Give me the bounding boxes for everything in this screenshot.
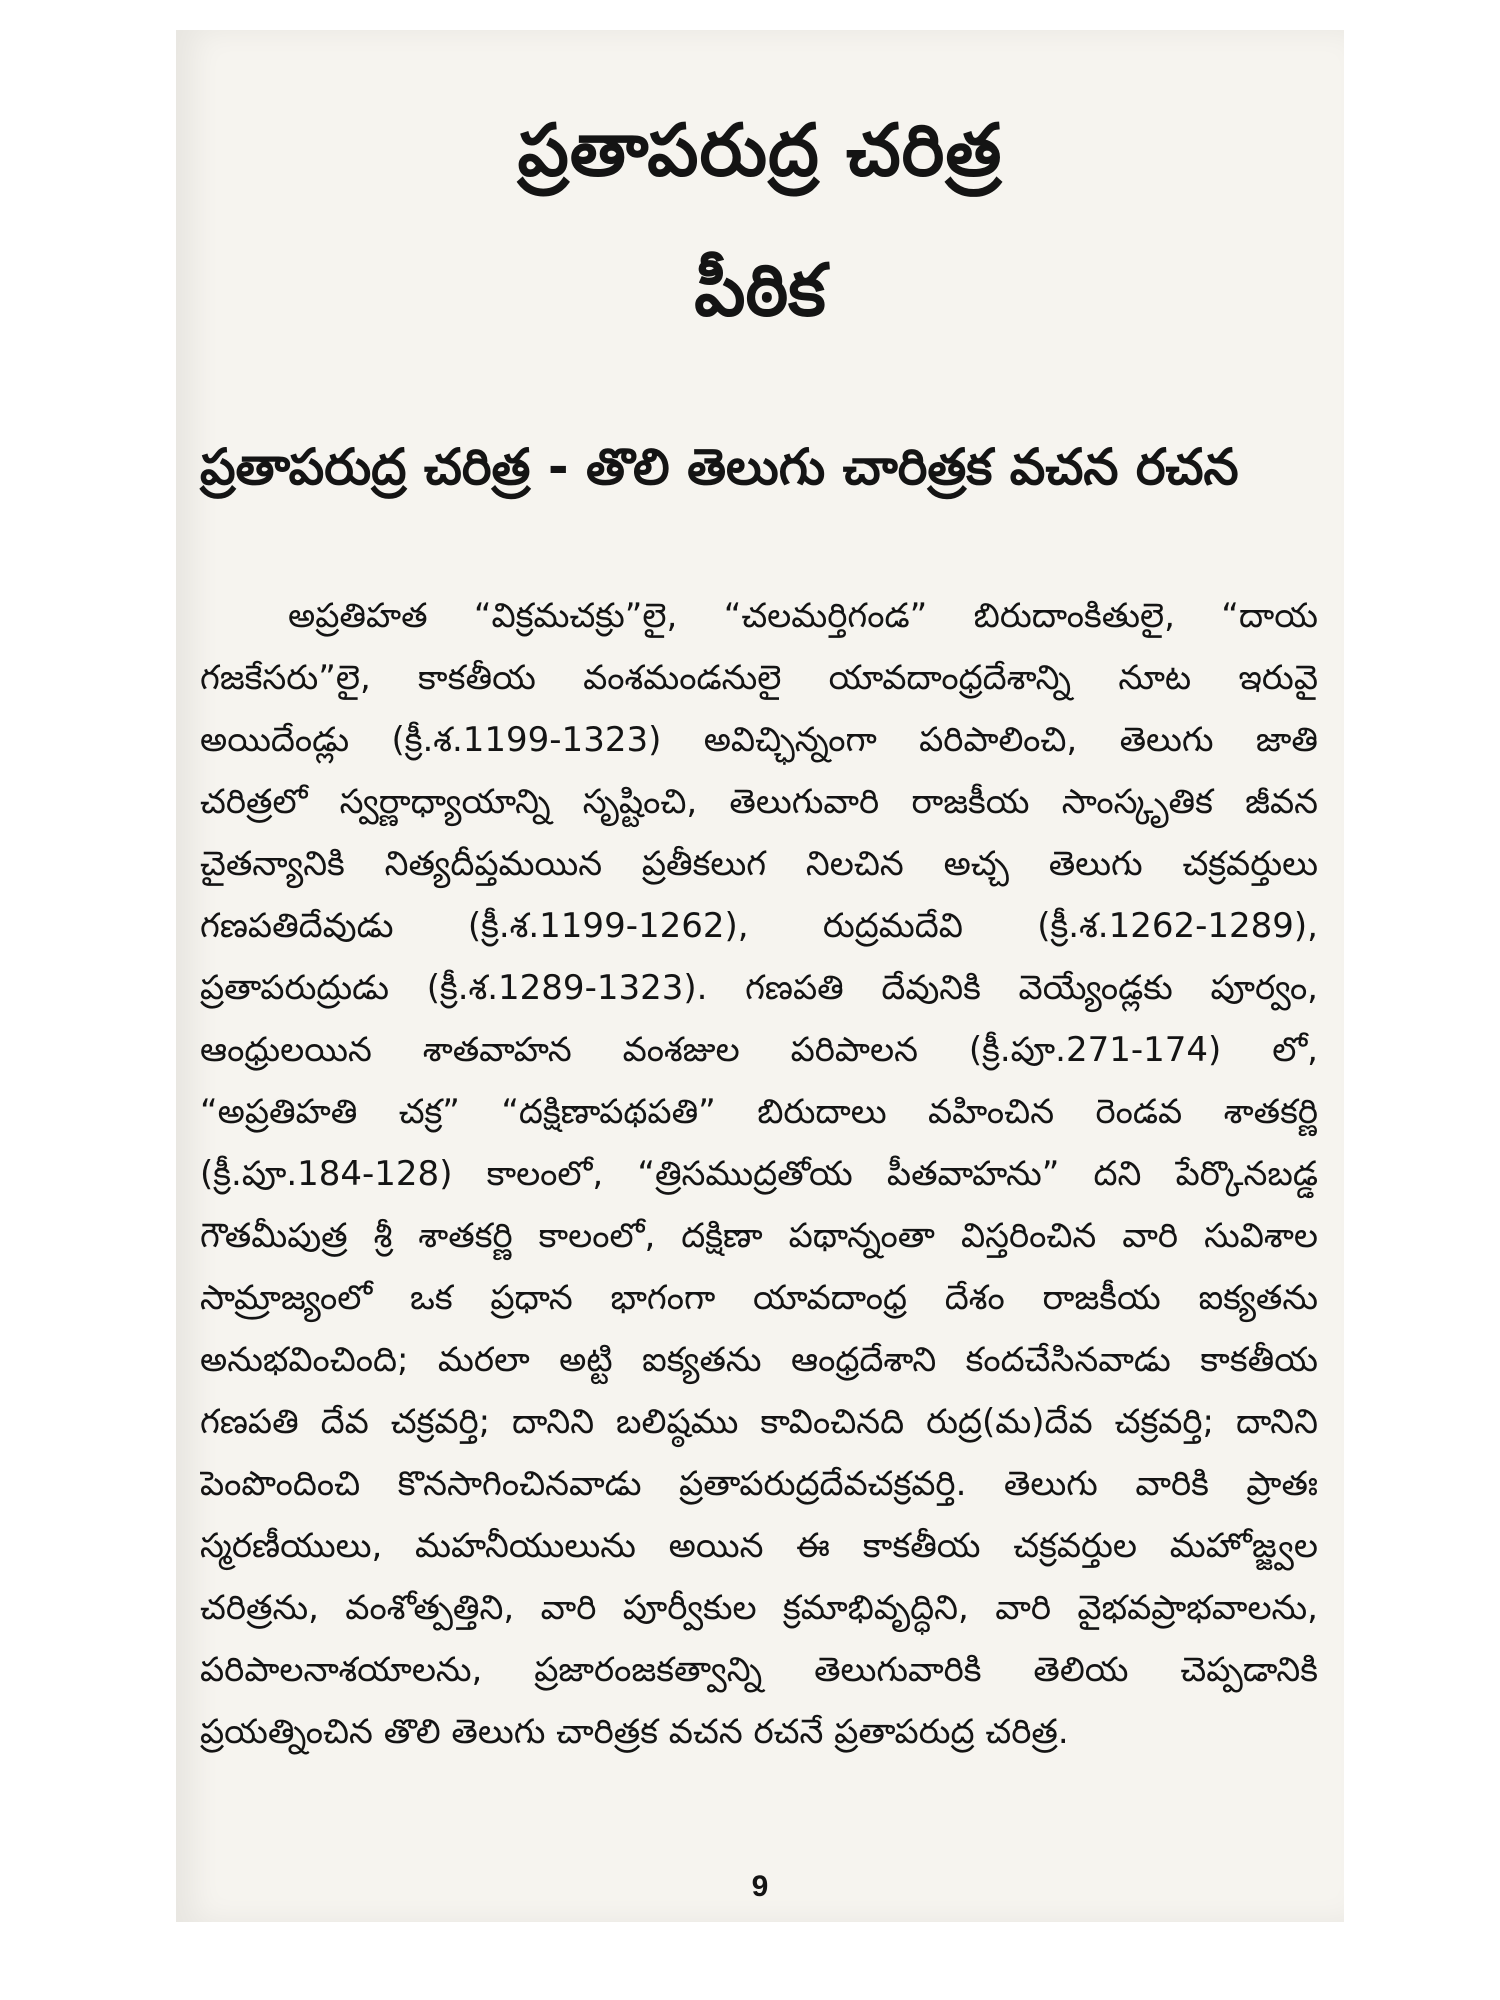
chapter-title: ప్రతాపరుద్ర చరిత్ర - తొలి తెలుగు చారిత్రక వచన రచన <box>200 438 1239 496</box>
paragraph-line: ప్రతాపరుద్రుడు (క్రీ.శ.1289-1323). గణపతి దేవునికి వెయ్యేండ్లకు పూర్వం, <box>200 968 1318 1008</box>
paragraph-line: ప్రయత్నించిన తొలి తెలుగు చారిత్రక వచన రచనే ప్రతాపరుద్ర చరిత్ర. <box>200 1712 1069 1752</box>
paragraph-line: సామ్రాజ్యంలో ఒక ప్రధాన భాగంగా యావదాంధ్ర దేశం రాజకీయ ఐక్యతను <box>200 1278 1318 1318</box>
paragraph-line: గణపతిదేవుడు (క్రీ.శ.1199-1262), రుద్రమదేవి (క్రీ.శ.1262-1289), <box>200 906 1318 946</box>
paragraph-line: అనుభవించింది; మరలా అట్టి ఐక్యతను ఆంధ్రదేశాని కందచేసినవాడు కాకతీయ <box>200 1340 1318 1380</box>
paragraph-line: అయిదేండ్లు (క్రీ.శ.1199-1323) అవిచ్ఛిన్నంగా పరిపాలించి, తెలుగు జాతి <box>200 720 1318 760</box>
paragraph-line: పరిపాలనాశయాలను, ప్రజారంజకత్వాన్ని తెలుగువారికి తెలియ చెప్పడానికి <box>200 1650 1318 1690</box>
paragraph-line: పెంపొందించి కొనసాగించినవాడు ప్రతాపరుద్రదేవచక్రవర్తి. తెలుగు వారికి ప్రాతః <box>200 1464 1318 1504</box>
page-number: 9 <box>751 1870 769 1903</box>
paragraph-line: గజకేసరు”లై, కాకతీయ వంశమండనులై యావదాంధ్రదేశాన్ని నూట ఇరువై <box>200 658 1318 698</box>
book-title: ప్రతాపరుద్ర చరిత్ర <box>517 108 1003 192</box>
paragraph-line: స్మరణీయులు, మహనీయులును అయిన ఈ కాకతీయ చక్రవర్తుల మహోజ్జ్వల <box>200 1526 1318 1566</box>
paragraph-line: (క్రీ.పూ.184-128) కాలంలో, “త్రిసముద్రతోయ పీతవాహను” దని పేర్కొనబడ్డ <box>200 1154 1318 1194</box>
paragraph-line: గణపతి దేవ చక్రవర్తి; దానిని బలిష్ఠము కావించినది రుద్ర(మ)దేవ చక్రవర్తి; దానిని <box>200 1402 1318 1442</box>
paragraph-line: గౌతమీపుత్ర శ్రీ శాతకర్ణి కాలంలో, దక్షిణా పథాన్నంతా విస్తరించిన వారి సువిశాల <box>200 1216 1318 1256</box>
body-paragraph <box>200 585 1318 1825</box>
paragraph-line: అప్రతిహత “విక్రమచక్రు”లై, “చలమర్తిగండ” బిరుదాంకితులై, “దాయ <box>288 596 1318 636</box>
section-title: పీఠిక <box>694 248 826 332</box>
paragraph-line: ఆంధ్రులయిన శాతవాహన వంశజుల పరిపాలన (క్రీ.పూ.271-174) లో, <box>200 1030 1318 1070</box>
book-page <box>176 30 1344 1922</box>
paragraph-line: చరిత్రను, వంశోత్పత్తిని, వారి పూర్వీకుల క్రమాభివృద్ధిని, వారి వైభవప్రాభవాలను, <box>200 1588 1318 1628</box>
paragraph-line: చరిత్రలో స్వర్ణాధ్యాయాన్ని సృష్టించి, తెలుగువారి రాజకీయ సాంస్కృతిక జీవన <box>200 782 1318 822</box>
paragraph-line: చైతన్యానికి నిత్యదీప్తమయిన ప్రతీకలుగ నిలచిన అచ్చ తెలుగు చక్రవర్తులు <box>200 844 1318 884</box>
paragraph-line: “అప్రతిహతి చక్ర” “దక్షిణాపథపతి” బిరుదాలు వహించిన రెండవ శాతకర్ణి <box>200 1092 1318 1132</box>
